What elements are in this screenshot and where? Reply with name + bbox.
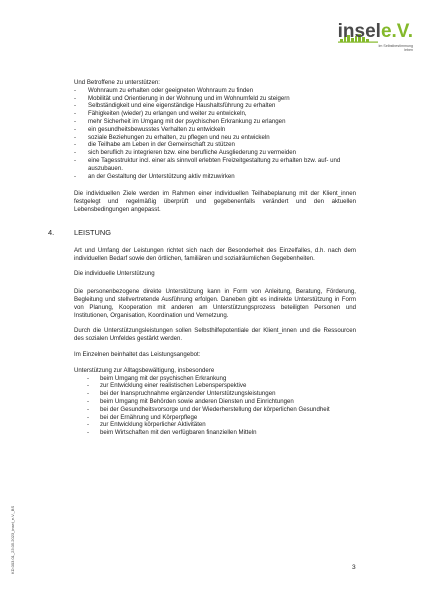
list-item: - zur Entwicklung einer realistischen Lebensperspektive: [74, 382, 356, 390]
section-title: LEISTUNG: [74, 227, 111, 237]
durch-paragraph: Durch die Unterstützungsleistungen sollen Selbsthilfepotentiale der Klient_innen und die Ressourcen des sozialen Umfeldes gestärkt werden.: [74, 327, 356, 343]
page-number: 3: [352, 564, 356, 571]
section-heading: [48, 227, 356, 237]
list-item: - ein gesundheitsbewusstes Verhalten zu entwickeln: [74, 126, 356, 134]
list-item: - beim Wirtschaften mit den verfügbaren finanziellen Mitteln: [74, 429, 356, 437]
alltag-support-list: [74, 375, 356, 437]
intro-text: Und Betroffene zu unterstützen:: [74, 79, 160, 86]
list-item: - an der Gestaltung der Unterstützung aktiv mitzuwirken: [74, 173, 356, 181]
list-item: - bei der Inanspruchnahme ergänzender Unterstützungsleistungen: [74, 390, 356, 398]
section-number: 4.: [48, 227, 55, 237]
list-item: - zur Entwicklung körperlicher Aktivitäten: [74, 421, 356, 429]
logo-tagline: Im Selbstbestimmung leben: [378, 44, 413, 52]
list-item: - bei der Ernährung und Körperpflege: [74, 414, 356, 422]
list-item: - mehr Sicherheit im Umgang mit der psychischen Erkrankung zu erlangen: [74, 118, 356, 126]
list-item: - beim Umgang mit Behörden sowie anderen Diensten und Einrichtungen: [74, 398, 356, 406]
list-item: - eine Tagesstruktur incl. einer als sinnvoll erlebten Freizeitgestaltung zu erhalten bzw. auf- und auszubauen.: [74, 157, 356, 173]
list-item: - sich beruflich zu integrieren bzw. eine berufliche Ausgliederung zu vermeiden: [74, 149, 356, 157]
list-item: - Wohnraum zu erhalten oder geeigneten Wohnraum zu finden: [74, 87, 356, 95]
logo-wordmark: insele.V.: [337, 21, 413, 42]
list-item: - bei der Gesundheitsvorsorge und der Wiederherstellung der körperlichen Gesundheit: [74, 406, 356, 414]
list-item: - soziale Beziehungen zu erhalten, zu pflegen und neu zu entwickeln: [74, 134, 356, 142]
personen-paragraph: Die personenbezogene direkte Unterstützung kann in Form von Anleitung, Beratung, Förderung, Begleitung und stellvertretende Ausführung erfolgen. Daneben gibt es indirekte Unterstützung in Form von Planung, Kooperation mit anderen am Unterstützungsprozess beteiligten Personen und Institutionen, Organisation, Koordination und Vernetzung.: [74, 288, 356, 319]
document-body: [48, 79, 356, 437]
logo: [338, 22, 413, 62]
einzelnen-paragraph: Im Einzelnen beinhaltet das Leistungsangebot:: [74, 350, 201, 358]
list-item: - Mobilität und Orientierung in der Wohnung und im Wohnumfeld zu steigern: [74, 95, 356, 103]
list-item: - Fähigkeiten (wieder) zu erlangen und weiter zu entwickeln,: [74, 110, 356, 118]
art-paragraph: Art und Umfang der Leistungen richtet sich nach der Besonderheit des Einzelfalles, d.h. nach dem individuellen Bedarf sowie den örtlichen, familiären und sozialräumlichen Gegebenheiten.: [74, 246, 356, 262]
document-code: KD.003.01_23.05.2023_insel_e.V._BS: [10, 505, 15, 574]
support-goals-list: [74, 87, 356, 181]
list-item: - die Teilhabe am Leben in der Gemeinschaft zu stützen: [74, 141, 356, 149]
alltag-heading: Unterstützung zur Alltagsbewältigung, insbesondere: [74, 366, 215, 374]
teilhabe-paragraph: Die individuellen Ziele werden im Rahmen einer individuellen Teilhabeplanung mit der Klient_innen festgelegt und regelmäßig überprüft und gegebenenfalls verändert und den aktuellen Lebensbedingungen angepasst.: [74, 190, 356, 213]
list-item: - Selbständigkeit und eine eigenständige Haushaltsführung zu erhalten: [74, 102, 356, 110]
subheading: Die individuelle Unterstützung: [74, 270, 155, 278]
list-item: - beim Umgang mit der psychischen Erkrankung: [74, 375, 356, 383]
